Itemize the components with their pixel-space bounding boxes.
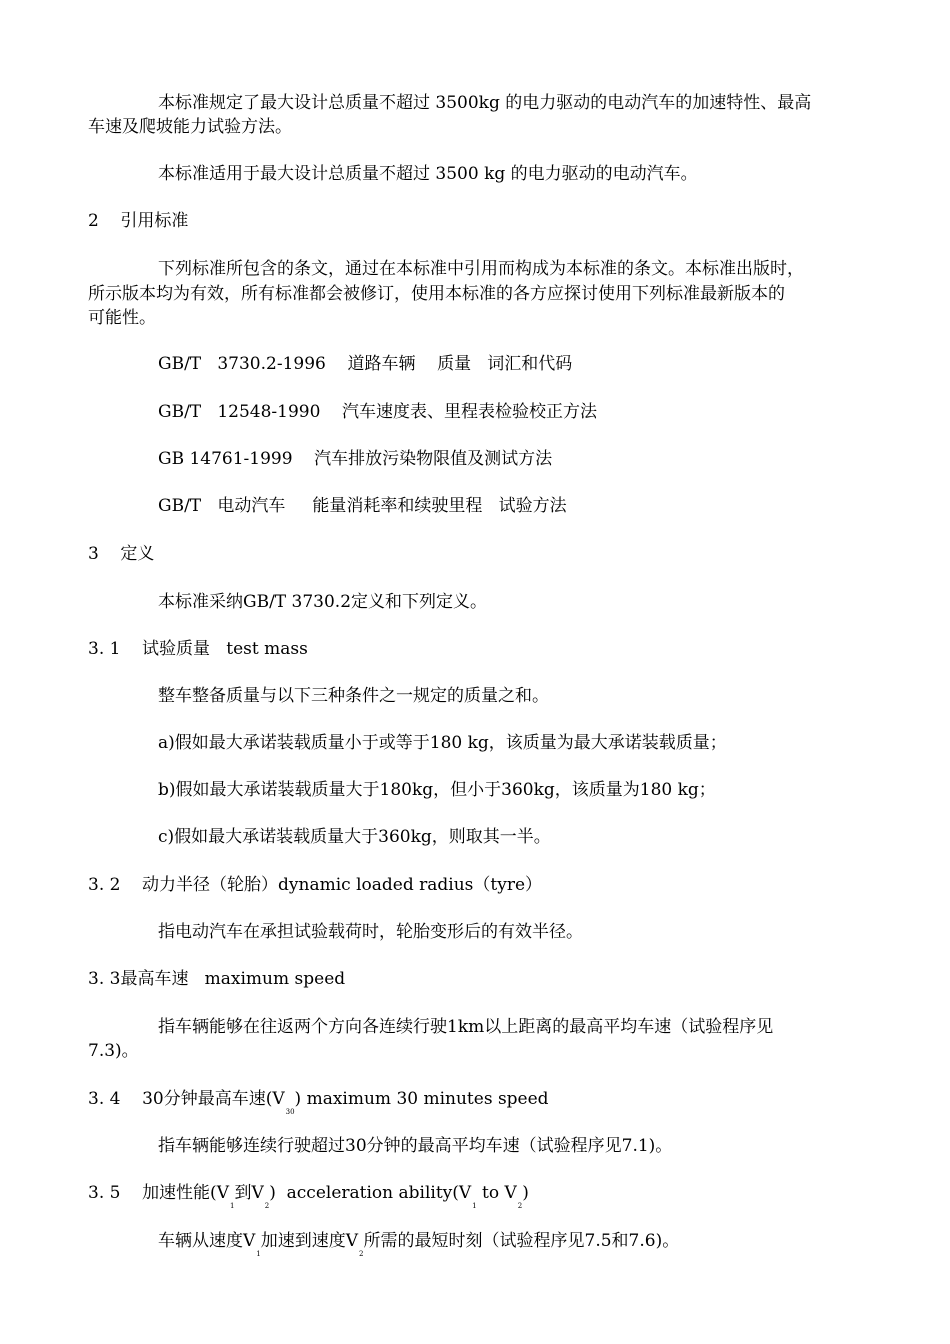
section-2-paragraph-line-2: 所示版本均为有效，所有标准都会被修订，使用本标准的各方应探讨使用下列标准最新版本的	[88, 284, 785, 304]
definition-3-5-text	[158, 1229, 679, 1266]
definition-3-5-heading	[88, 1181, 529, 1218]
definition-3-4-text: 指车辆能够连续行驶超过30分钟的最高平均车速（试验程序见7.1)。	[158, 1136, 673, 1156]
heading-text: 到V	[234, 1183, 264, 1203]
heading-text: ) acceleration ability(V	[269, 1183, 472, 1203]
definition-3-4-heading	[88, 1087, 549, 1124]
definition-3-4-english: ) maximum 30 minutes speed	[294, 1089, 549, 1109]
section-2-paragraph-line-3: 可能性。	[88, 308, 156, 328]
definition-3-2-heading: 3. 2 动力半径（轮胎）dynamic loaded radius（tyre）	[88, 875, 543, 895]
definition-3-1-heading: 3. 1 试验质量 test mass	[88, 639, 308, 659]
text-segment: 加速到速度V	[260, 1231, 359, 1251]
definition-3-5-number: 3. 5	[88, 1183, 143, 1203]
definition-3-1-item-b: b)假如最大承诺装载质量大于180kg，但小于360kg，该质量为180 kg；	[158, 780, 716, 800]
reference-item: GB/T 电动汽车 能量消耗率和续驶里程 试验方法	[158, 496, 567, 516]
scope-paragraph-line-1: 本标准规定了最大设计总质量不超过 3500kg 的电力驱动的电动汽车的加速特性、最高	[158, 93, 812, 113]
section-2-paragraph-line-1: 下列标准所包含的条文，通过在本标准中引用而构成为本标准的条文。本标准出版时，	[158, 259, 804, 279]
heading-text: to V	[476, 1183, 517, 1203]
reference-item: GB/T 12548-1990 汽车速度表、里程表检验校正方法	[158, 402, 598, 422]
definition-3-3-text-line-1: 指车辆能够在往返两个方向各连续行驶1km以上距离的最高平均车速（试验程序见	[158, 1017, 774, 1037]
subscript: 2	[517, 1202, 523, 1210]
definition-3-3-heading: 3. 3最高车速 maximum speed	[88, 969, 346, 989]
definition-3-3-text-line-2: 7.3)。	[88, 1041, 139, 1061]
reference-item: GB 14761-1999 汽车排放污染物限值及测试方法	[158, 449, 553, 469]
definition-3-1-item-a: a)假如最大承诺装载质量小于或等于180 kg，该质量为最大承诺装载质量；	[158, 733, 727, 753]
subscript: 1	[229, 1202, 235, 1210]
subscript: 1	[256, 1250, 261, 1258]
definition-3-4-number: 3. 4	[88, 1089, 143, 1109]
applicability-paragraph: 本标准适用于最大设计总质量不超过 3500 kg 的电力驱动的电动汽车。	[158, 164, 698, 184]
definition-3-4-title: 30分钟最高车速(V	[142, 1089, 285, 1109]
heading-text: )	[522, 1183, 529, 1203]
heading-text: 加速性能(V	[142, 1183, 229, 1203]
subscript: 30	[285, 1108, 295, 1116]
section-2-heading: 2 引用标准	[88, 211, 189, 231]
subscript: 1	[472, 1202, 477, 1210]
section-3-heading: 3 定义	[88, 544, 155, 564]
subscript: 2	[359, 1250, 364, 1258]
text-segment: 所需的最短时刻（试验程序见7.5和7.6)。	[363, 1231, 680, 1251]
definition-3-1-text: 整车整备质量与以下三种条件之一规定的质量之和。	[158, 686, 549, 706]
definition-3-1-item-c: c)假如最大承诺装载质量大于360kg，则取其一半。	[158, 827, 551, 847]
scope-paragraph-line-2: 车速及爬坡能力试验方法。	[88, 117, 292, 137]
section-3-intro: 本标准采纳GB/T 3730.2定义和下列定义。	[158, 592, 488, 612]
definition-3-2-text: 指电动汽车在承担试验载荷时，轮胎变形后的有效半径。	[158, 922, 583, 942]
text-segment: 车辆从速度V	[158, 1231, 256, 1251]
reference-item: GB/T 3730.2-1996 道路车辆 质量 词汇和代码	[158, 354, 573, 374]
subscript: 2	[264, 1202, 270, 1210]
